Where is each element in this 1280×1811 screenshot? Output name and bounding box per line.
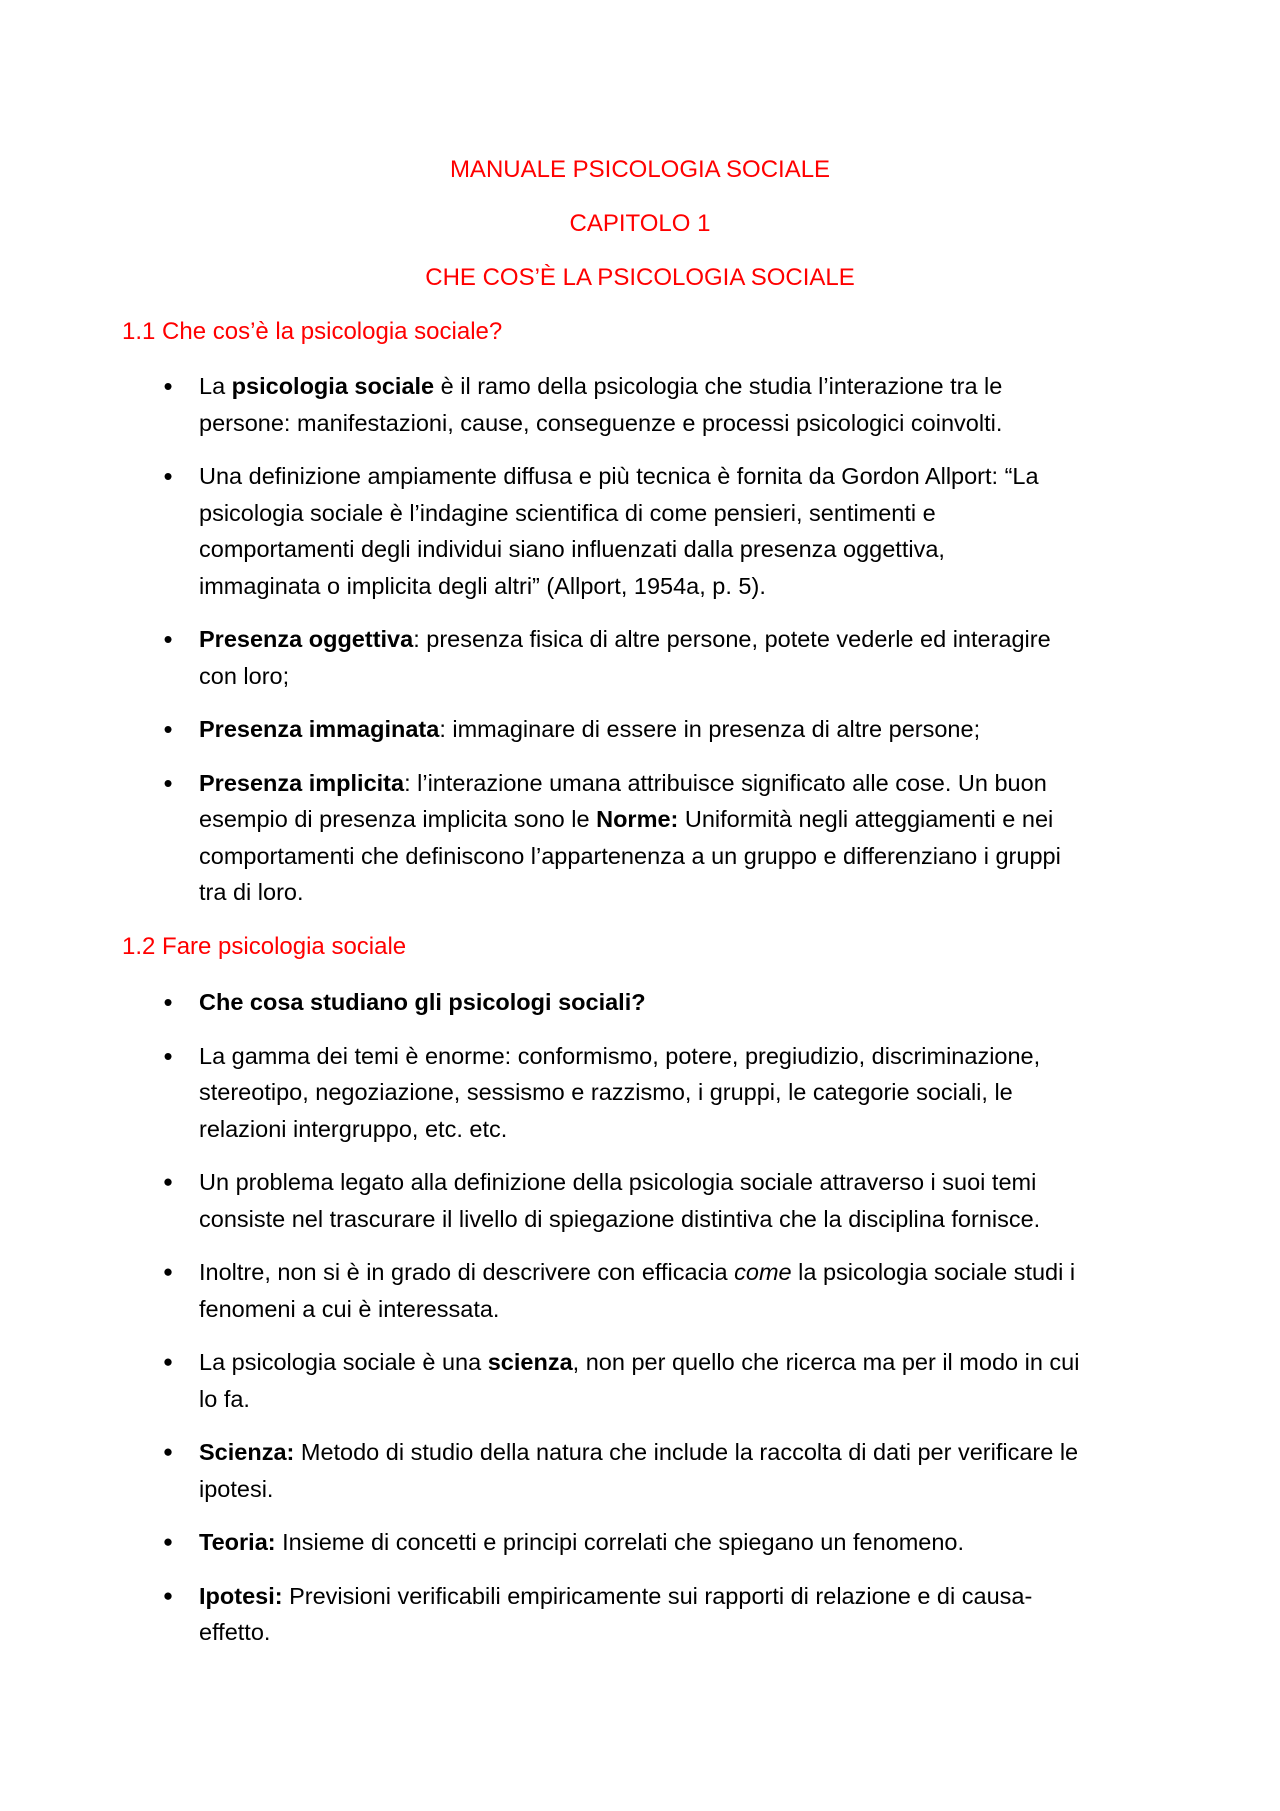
list-item <box>122 621 1172 694</box>
text-run: La <box>199 373 232 399</box>
text-run: è il ramo della psicologia che studia l’interazione tra le persone: manifestazioni, cause, conseguenze e processi psicologici coinvolti. <box>199 373 1003 436</box>
bold-term: Presenza immaginata <box>199 716 440 742</box>
text-run: Previsioni verificabili empiricamente sui rapporti di relazione e di causa- effetto. <box>199 1582 1033 1645</box>
round-bullet-icon: ● <box>162 1532 174 1551</box>
chapter-number: CAPITOLO 1 <box>569 210 711 237</box>
bold-term: Presenza implicita <box>199 769 405 796</box>
text-run: Inoltre, non si è in grado di descrivere con efficacia <box>199 1259 735 1285</box>
list-item <box>122 1344 1172 1417</box>
text-run: La psicologia sociale è una <box>199 1349 488 1375</box>
list-item-text <box>199 711 1172 748</box>
list-item-text <box>199 1434 1172 1507</box>
list-item <box>122 368 1172 441</box>
round-bullet-icon: ● <box>162 1262 174 1281</box>
bold-term: psicologia sociale <box>231 373 435 399</box>
text-run: : immaginare di essere in presenza di altre persone; <box>439 716 981 742</box>
list-item-text <box>199 1578 1172 1651</box>
bold-term: scienza <box>487 1349 573 1375</box>
list-item <box>122 1524 1172 1561</box>
bullet-icon: • <box>163 624 173 654</box>
text-run: Metodo di studio della natura che include la raccolta di dati per verificare le ipotesi. <box>199 1439 1079 1502</box>
list-item <box>122 1434 1172 1507</box>
section-heading-1-2: 1.2 Fare psicologia sociale <box>122 933 407 960</box>
bold-term: Che cosa studiano gli psicologi sociali? <box>199 989 646 1015</box>
list-item-text <box>199 765 1172 911</box>
bullet-icon: • <box>163 987 173 1017</box>
list-item <box>122 984 1172 1021</box>
list-item-text <box>199 1524 1172 1561</box>
bullet-icon: • <box>163 767 173 798</box>
chapter-title: CHE COS’È LA PSICOLOGIA SOCIALE <box>425 264 855 291</box>
text-run: La gamma dei temi è enorme: conformismo, potere, pregiudizio, discriminazione, stereotipo, negoziazione, sessismo e razzismo, i gruppi, le categorie sociali, le relazioni intergruppo, etc. etc. <box>199 1042 1041 1142</box>
round-bullet-icon: ● <box>162 1352 174 1371</box>
text-run: : presenza fisica di altre persone, potete vederle ed interagire con loro; <box>199 626 1051 689</box>
list-item-text <box>199 1344 1172 1417</box>
bullet-icon: • <box>163 461 173 491</box>
list-item-text <box>199 458 1172 604</box>
list-item <box>122 458 1172 604</box>
list-item <box>122 1164 1172 1237</box>
text-run: Un problema legato alla definizione della psicologia sociale attraverso i suoi temi consiste nel trascurare il livello di spiegazione distintiva che la disciplina fornisce. <box>199 1169 1041 1232</box>
list-item <box>122 1578 1172 1651</box>
list-item-text <box>199 984 1172 1021</box>
list-item-text <box>199 368 1172 441</box>
bullet-icon: • <box>163 371 173 401</box>
text-run: la psicologia sociale studi i fenomeni a cui è interessata. <box>199 1259 1076 1322</box>
bold-term: Ipotesi: <box>199 1582 283 1609</box>
bullet-icon: • <box>163 1040 173 1071</box>
bullet-icon: • <box>163 714 173 744</box>
round-bullet-icon: ● <box>162 1172 174 1191</box>
round-bullet-icon: ● <box>162 1585 174 1605</box>
list-item <box>122 765 1172 911</box>
bold-term: Norme: <box>596 806 679 832</box>
list-item <box>122 1254 1172 1327</box>
list-item <box>122 1038 1172 1148</box>
bold-term: Teoria: <box>199 1529 276 1555</box>
section-1-1-bullet-list <box>122 368 1172 928</box>
text-run: Uniformità negli atteggiamenti e nei comportamenti che definiscono l’appartenenza a un gruppo e differenziano i gruppi tra di loro. <box>199 806 1061 905</box>
text-run: , non per quello che ricerca ma per il modo in cui lo fa. <box>199 1349 1080 1412</box>
section-1-2-bullet-list <box>122 984 1172 1668</box>
round-bullet-icon: ● <box>162 1442 174 1461</box>
text-run: : l’interazione umana attribuisce significato alle cose. Un buon esempio di presenza implicita sono le <box>199 769 1047 832</box>
bold-term: Presenza oggettiva <box>199 626 414 652</box>
bold-term: Scienza: <box>199 1439 295 1465</box>
list-item-text <box>199 1164 1172 1237</box>
text-run: Una definizione ampiamente diffusa e più tecnica è fornita da Gordon Allport: “La psicologia sociale è l’indagine scientifica di come pensieri, sentimenti e comportamenti degli individui siano influenzati dalla presenza oggettiva, immaginata o implicita degli altri” (Allport, 1954a, p. 5). <box>199 463 1039 599</box>
manual-title: MANUALE PSICOLOGIA SOCIALE <box>449 156 831 183</box>
list-item-text <box>199 621 1172 694</box>
list-item-text <box>199 1254 1172 1327</box>
list-item <box>122 711 1172 748</box>
list-item-text <box>199 1038 1172 1148</box>
italic-term: come <box>734 1259 792 1285</box>
section-heading-1-1: 1.1 Che cos’è la psicologia sociale? <box>122 318 503 345</box>
text-run: Insieme di concetti e principi correlati che spiegano un fenomeno. <box>275 1529 965 1555</box>
